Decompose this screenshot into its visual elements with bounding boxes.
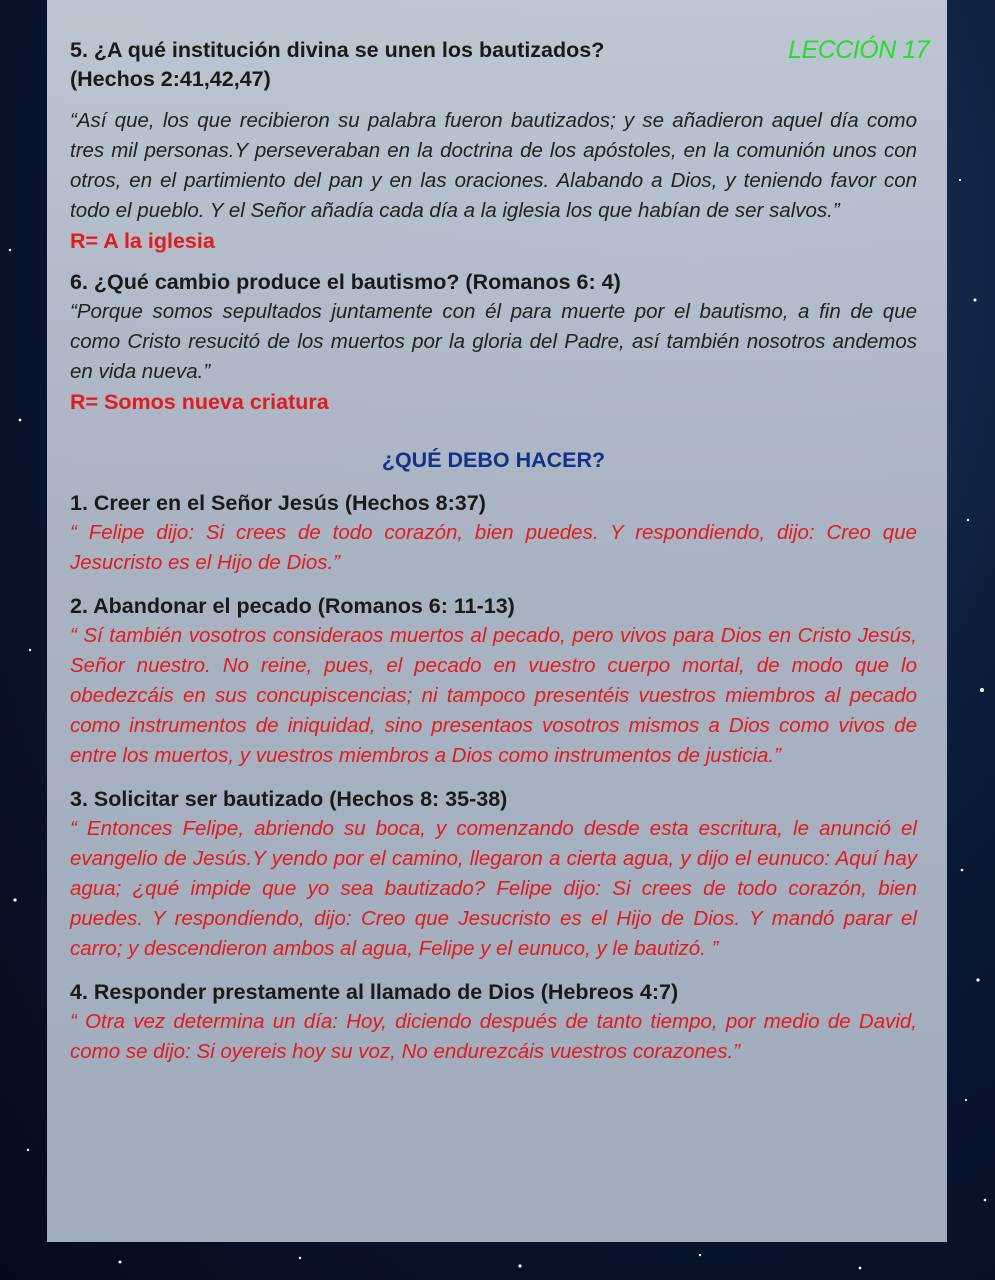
answer-5: R= A la iglesia (70, 229, 215, 253)
step-4-title: 4. Responder prestamente al llamado de Dios (Hebreos 4:7) (70, 980, 679, 1004)
question-5-line2: (Hechos 2:41,42,47) (70, 67, 271, 91)
step-2-quote: “ Sí también vosotros consideraos muertos al pecado, pero vivos para Dios en Cristo Jesús, Señor nuestro. No reine, pues, el pecado en vuestro cuerpo mortal, de modo que lo obedezcáis en sus concupiscencias; ni tampoco presentéis vuestros miembros al pecado como instrumentos de iniquidad, sino presentaos vosotros mismos a Dios como vivos de entre los muertos, y vuestros miembros a Dios como instrumentos de justicia.” (70, 624, 917, 767)
question-5-line1: 5. ¿A qué institución divina se unen los bautizados? (70, 38, 605, 62)
step-3-title: 3. Solicitar ser bautizado (Hechos 8: 35-38) (70, 787, 508, 811)
step-4-quote: “ Otra vez determina un día: Hoy, diciendo después de tanto tiempo, por medio de David, como se dijo: Si oyereis hoy su voz, No endurezcáis vuestros corazones.” (70, 1010, 917, 1063)
answer-6: R= Somos nueva criatura (70, 390, 329, 414)
quote-6: “Porque somos sepultados juntamente con él para muerte por el bautismo, a fin de que como Cristo resucitó de los muertos por la gloria del Padre, así también nosotros andemos en vida nueva.” (70, 300, 917, 383)
step-2-title: 2. Abandonar el pecado (Romanos 6: 11-13) (70, 594, 515, 618)
section-heading: ¿QUÉ DEBO HACER? (381, 448, 606, 472)
content-panel (47, 0, 947, 1242)
step-3-quote: “ Entonces Felipe, abriendo su boca, y comenzando desde esta escritura, le anunció el evangelio de Jesús.Y yendo por el camino, llegaron a cierta agua, y dijo el eunuco: Aquí hay agua; ¿qué impide que yo sea bautizado? Felipe dijo: Si crees de todo corazón, bien puedes. Y respondiendo, dijo: Creo que Jesucristo es el Hijo de Dios. Y mandó parar el carro; y descendieron ambos al agua, Felipe y el eunuco, y le bautizó. ” (70, 817, 917, 960)
step-1-title: 1. Creer en el Señor Jesús (Hechos 8:37) (70, 491, 486, 515)
quote-5: “Así que, los que recibieron su palabra fueron bautizados; y se añadieron aquel día como tres mil personas.Y perseveraban en la doctrina de los apóstoles, en la comunión unos con otros, en el partimiento del pan y en las oraciones. Alabando a Dios, y teniendo favor con todo el pueblo. Y el Señor añadía cada día a la iglesia los que habían de ser salvos.” (70, 109, 917, 222)
step-1-quote: “ Felipe dijo: Si crees de todo corazón, bien puedes. Y respondiendo, dijo: Creo que Jesucristo es el Hijo de Dios.” (70, 521, 917, 574)
question-6: 6. ¿Qué cambio produce el bautismo? (Romanos 6: 4) (70, 270, 621, 294)
lesson-label: LECCIÓN 17 (788, 36, 929, 64)
